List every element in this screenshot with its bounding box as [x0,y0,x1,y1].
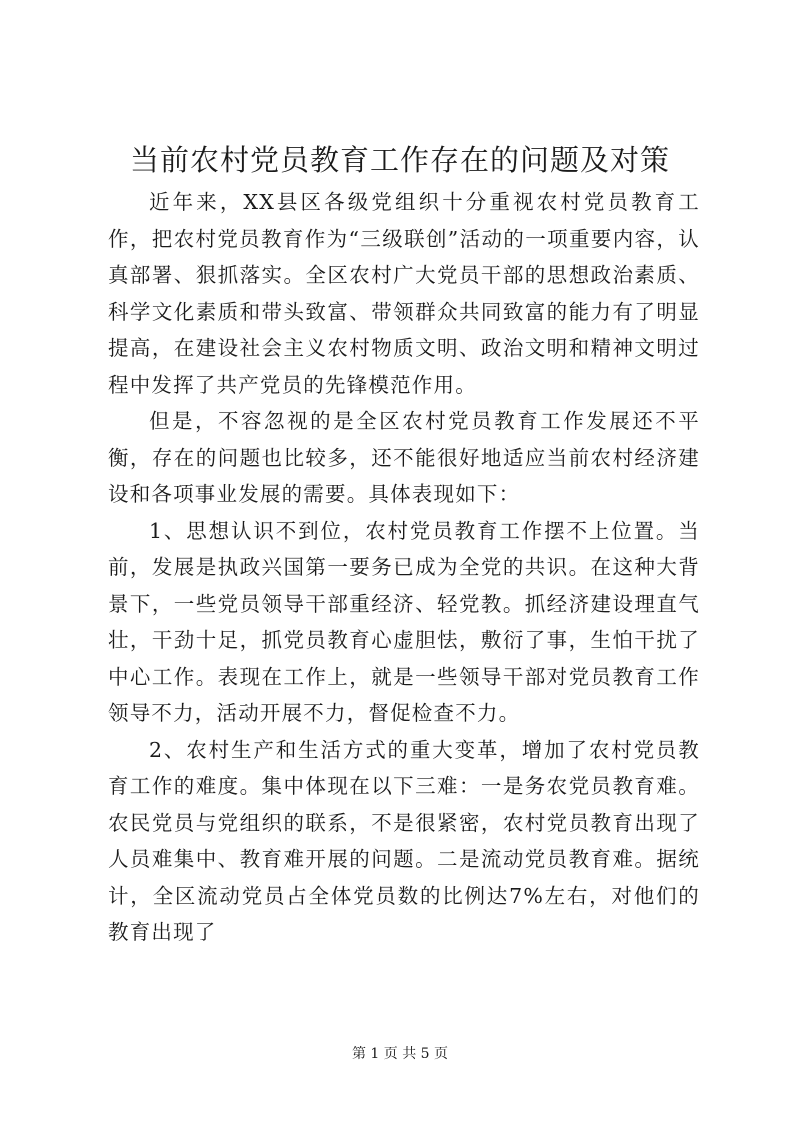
document-body [108,184,700,951]
paragraph-intro: 近年来，XX县区各级党组织十分重视农村党员教育工作，把农村党员教育作为“三级联创”活动的一项重要内容，认真部署、狠抓落实。全区农村广大党员干部的思想政治素质、科学文化素质和带头致富、带领群众共同致富的能力有了明显提高，在建设社会主义农村物质文明、政治文明和精神文明过程中发挥了共产党员的先锋模范作用。 [108,190,700,397]
document-title: 当前农村党员教育工作存在的问题及对策 [129,143,670,177]
paragraph-point-1: 1、思想认识不到位，农村党员教育工作摆不上位置。当前，发展是执政兴国第一要务已成为全党的共识。在这种大背景下，一些党员领导干部重经济、轻党教。抓经济建设理直气壮，干劲十足，抓党员教育心虚胆怯，敷衍了事，生怕干扰了中心工作。表现在工作上，就是一些领导干部对党员教育工作领导不力，活动开展不力，督促检查不力。 [108,518,700,725]
paragraph-point-2: 2、农村生产和生活方式的重大变革，增加了农村党员教育工作的难度。集中体现在以下三难：一是务农党员教育难。农民党员与党组织的联系，不是很紧密，农村党员教育出现了人员难集中、教育难开展的问题。二是流动党员教育难。据统计，全区流动党员占全体党员数的比例达7%左右，对他们的教育出现了 [108,737,700,944]
paragraph-problems: 但是，不容忽视的是全区农村党员教育工作发展还不平衡，存在的问题也比较多，还不能很好地适应当前农村经济建设和各项事业发展的需要。具体表现如下： [108,409,700,506]
page-footer: 第 1 页 共 5 页 [351,1046,449,1062]
